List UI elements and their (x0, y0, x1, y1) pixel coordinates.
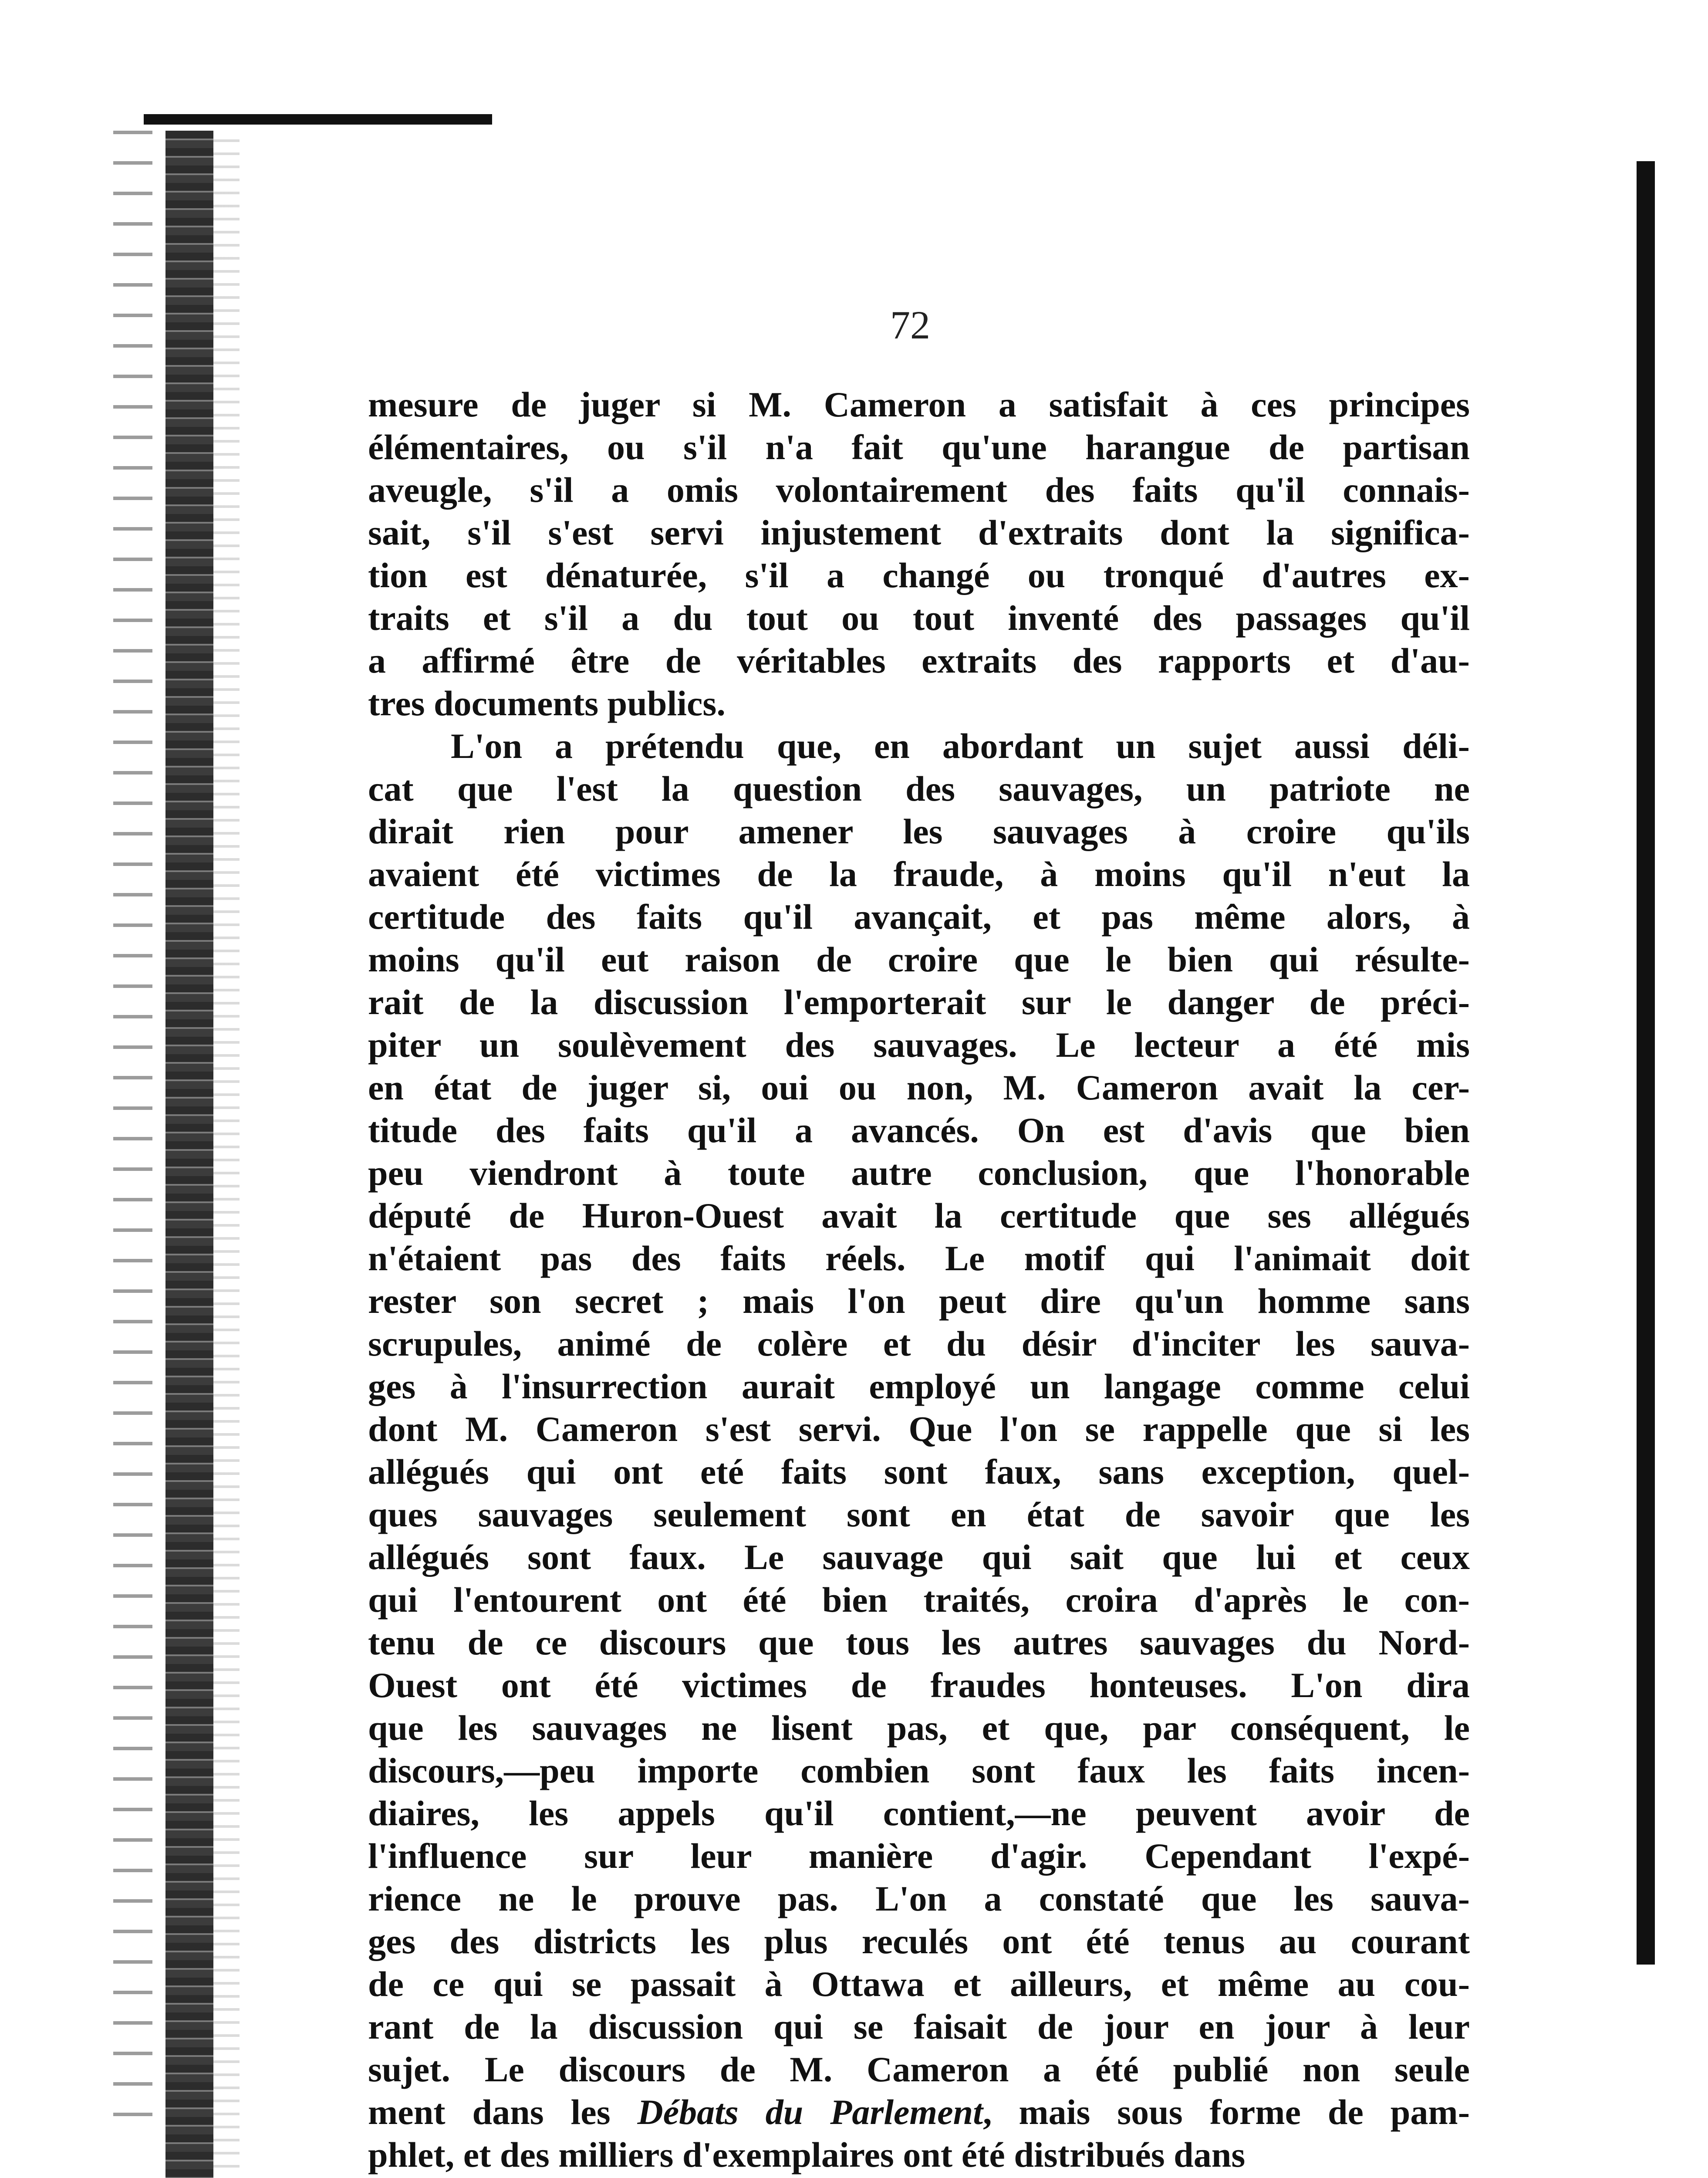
text-line: discours,—peu importe combien sont faux les faits incen- (368, 1751, 1470, 1790)
binding-edge (165, 131, 213, 2178)
binding-edge-marks (113, 131, 152, 2134)
text-line: qui l'entourent ont été bien traités, croira d'après le con- (368, 1580, 1470, 1620)
text-line: aveugle, s'il a omis volontairement des faits qu'il connais- (368, 470, 1470, 510)
page-body (368, 383, 1470, 2176)
text-line: L'on a prétendu que, en abordant un sujet aussi déli- (451, 726, 1470, 766)
text-line: diaires, les appels qu'il contient,—ne peuvent avoir de (368, 1793, 1470, 1833)
text-line: tion est dénaturée, s'il a changé ou tronqué d'autres ex- (368, 555, 1470, 595)
text-line-with-italic (368, 2091, 1470, 2134)
text-line: phlet, et des milliers d'exemplaires ont été distribués dans (368, 2135, 1246, 2175)
italic-title: Débats du Parlement (637, 2092, 983, 2132)
text-line: dirait rien pour amener les sauvages à croire qu'ils (368, 812, 1470, 851)
text-line: a affirmé être de véritables extraits des rapports et d'au- (368, 641, 1470, 680)
scan-border-top (144, 114, 492, 125)
text-line: cat que l'est la question des sauvages, un patriote ne (368, 769, 1470, 808)
text-line: ges des districts les plus reculés ont été tenus au courant (368, 1921, 1470, 1961)
paragraph-1 (368, 383, 1470, 725)
text-line: certitude des faits qu'il avançait, et pas même alors, à (368, 897, 1470, 937)
text-line: sait, s'il s'est servi injustement d'extraits dont la significa- (368, 513, 1470, 552)
text-line: rester son secret ; mais l'on peut dire qu'un homme sans (368, 1281, 1470, 1321)
text-line: en état de juger si, oui ou non, M. Cameron avait la cer- (368, 1068, 1470, 1107)
text-line: ques sauvages seulement sont en état de savoir que les (368, 1495, 1470, 1534)
text-line: député de Huron-Ouest avait la certitude que ses allégués (368, 1196, 1470, 1235)
text-line: Ouest ont été victimes de fraudes honteuses. L'on dira (368, 1665, 1470, 1705)
text-line: rience ne le prouve pas. L'on a constaté que les sauva- (368, 1879, 1470, 1918)
text-line: sujet. Le discours de M. Cameron a été publié non seule (368, 2049, 1470, 2089)
page-number: 72 (890, 303, 930, 347)
text-line: traits et s'il a du tout ou tout inventé des passages qu'il (368, 598, 1470, 638)
paragraph-2 (368, 725, 1470, 2176)
text-line: mesure de juger si M. Cameron a satisfait à ces principes (368, 385, 1470, 424)
text-line: piter un soulèvement des sauvages. Le lecteur a été mis (368, 1025, 1470, 1065)
text-line: tenu de ce discours que tous les autres sauvages du Nord- (368, 1623, 1470, 1662)
text-line: dont M. Cameron s'est servi. Que l'on se rappelle que si les (368, 1409, 1470, 1449)
text-line: allégués qui ont eté faits sont faux, sans exception, quel- (368, 1452, 1470, 1491)
text-fragment: , mais sous forme de pam- (982, 2092, 1470, 2132)
scan-border-right (1637, 161, 1655, 1965)
text-line: de ce qui se passait à Ottawa et ailleurs, et même au cou- (368, 1964, 1470, 2004)
text-line: que les sauvages ne lisent pas, et que, par conséquent, le (368, 1708, 1470, 1748)
text-line: allégués sont faux. Le sauvage qui sait que lui et ceux (368, 1537, 1470, 1577)
text-line: peu viendront à toute autre conclusion, que l'honorable (368, 1153, 1470, 1193)
text-line: scrupules, animé de colère et du désir d'inciter les sauva- (368, 1324, 1470, 1363)
text-line: l'influence sur leur manière d'agir. Cependant l'expé- (368, 1836, 1470, 1876)
text-line: tres documents publics. (368, 683, 726, 723)
text-line: rait de la discussion l'emporterait sur le danger de préci- (368, 982, 1470, 1022)
binding-edge-speckle (213, 139, 240, 2178)
text-line: élémentaires, ou s'il n'a fait qu'une harangue de partisan (368, 427, 1470, 467)
text-fragment: ment dans les (368, 2092, 611, 2132)
text-line: titude des faits qu'il a avancés. On est d'avis que bien (368, 1110, 1470, 1150)
text-line: n'étaient pas des faits réels. Le motif qui l'animait doit (368, 1238, 1470, 1278)
text-line: moins qu'il eut raison de croire que le bien qui résulte- (368, 940, 1470, 979)
text-line: rant de la discussion qui se faisait de jour en jour à leur (368, 2007, 1470, 2046)
text-line: avaient été victimes de la fraude, à moins qu'il n'eut la (368, 854, 1470, 894)
text-line: ges à l'insurrection aurait employé un langage comme celui (368, 1366, 1470, 1406)
